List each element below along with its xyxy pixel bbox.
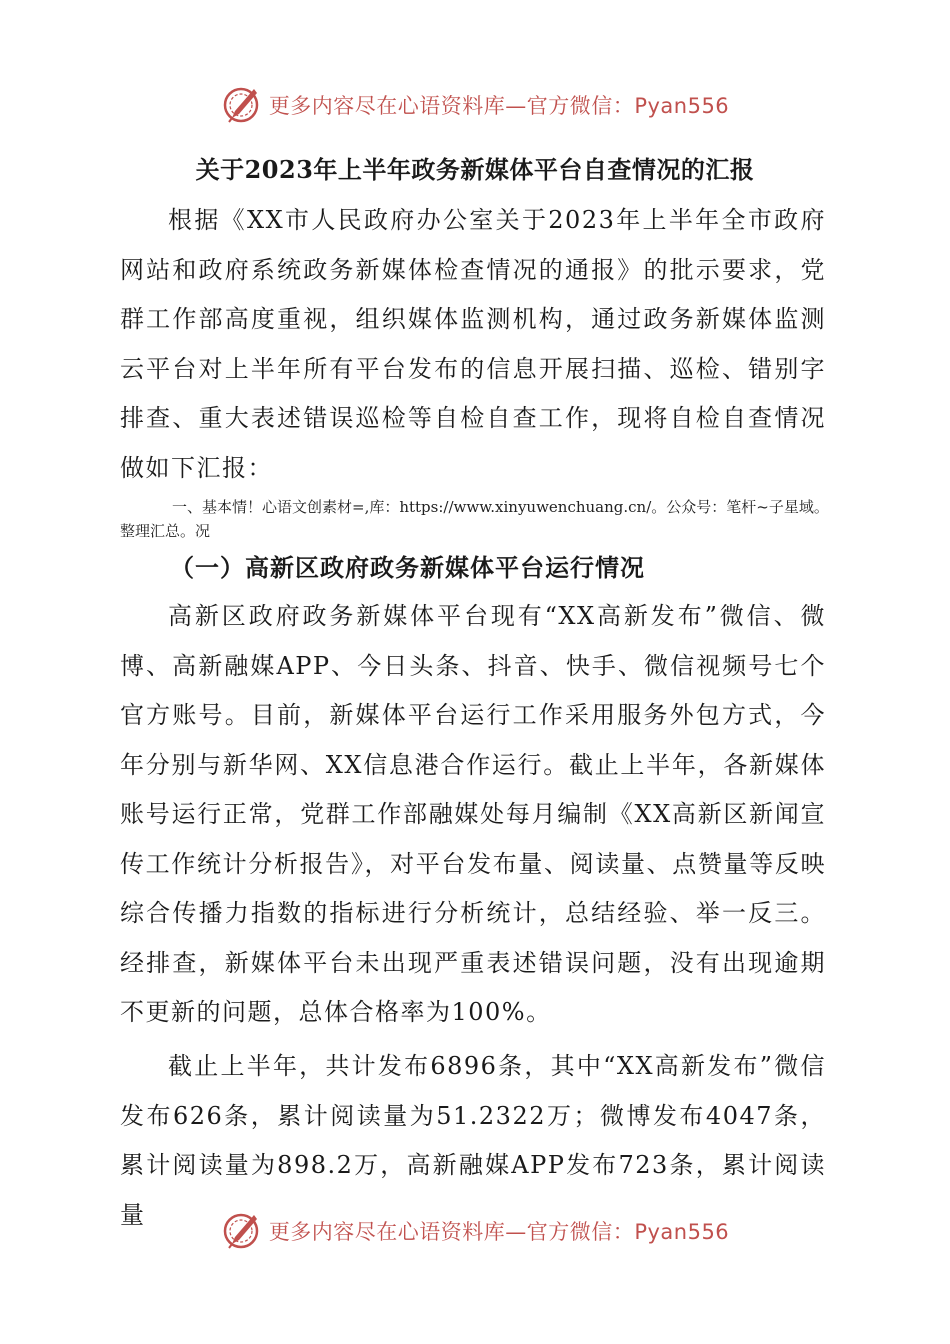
section-notice-line: 一、基本情！心语文创素材=,库：https://www.xinyuwenchuang.cn/。公众号：笔杆~子星域。整理汇总。况	[120, 498, 829, 540]
watermark-prefix: 更多内容尽在心语资料库—官方微信：	[268, 94, 635, 118]
watermark-text	[269, 1216, 729, 1246]
section-1-heading: （一）高新区政府政务新媒体平台运行情况	[170, 553, 645, 582]
header-watermark-banner	[0, 82, 950, 128]
watermark-wechat-id: Pyan556	[634, 1220, 730, 1244]
section-1-stats-paragraph: 截止上半年，共计发布6896条，其中“XX高新发布”微信发布626条，累计阅读量为51.2322万；微博发布4047条，累计阅读量为898.2万，高新融媒APP发布723条，累计阅读量	[120, 1052, 826, 1229]
watermark-prefix: 更多内容尽在心语资料库—官方微信：	[268, 1220, 635, 1244]
footer-watermark-banner	[0, 1208, 950, 1254]
watermark-text	[269, 90, 729, 120]
section-1-body-paragraph: 高新区政府政务新媒体平台现有“XX高新发布”微信、微博、高新融媒APP、今日头条、抖音、快手、微信视频号七个官方账号。目前，新媒体平台运行工作采用服务外包方式，今年分别与新华网、XX信息港合作运行。截止上半年，各新媒体账号运行正常，党群工作部融媒处每月编制《XX高新区新闻宣传工作统计分析报告》，对平台发布量、阅读量、点赞量等反映综合传播力指数的指标进行分析统计，总结经验、举一反三。经排查，新媒体平台未出现严重表述错误问题，没有出现逾期不更新的问题，总体合格率为100%。	[120, 602, 826, 1026]
document-title: 关于2023年上半年政务新媒体平台自查情况的汇报	[195, 155, 755, 184]
quill-pen-logo-icon	[221, 1211, 261, 1251]
quill-pen-logo-icon	[221, 85, 261, 125]
intro-paragraph: 根据《XX市人民政府办公室关于2023年上半年全市政府网站和政府系统政务新媒体检查情况的通报》的批示要求，党群工作部高度重视，组织媒体监测机构，通过政务新媒体监测云平台对上半年所有平台发布的信息开展扫描、巡检、错别字排查、重大表述错误巡检等自检自查工作，现将自检自查情况做如下汇报：	[120, 206, 826, 482]
watermark-wechat-id: Pyan556	[634, 94, 730, 118]
